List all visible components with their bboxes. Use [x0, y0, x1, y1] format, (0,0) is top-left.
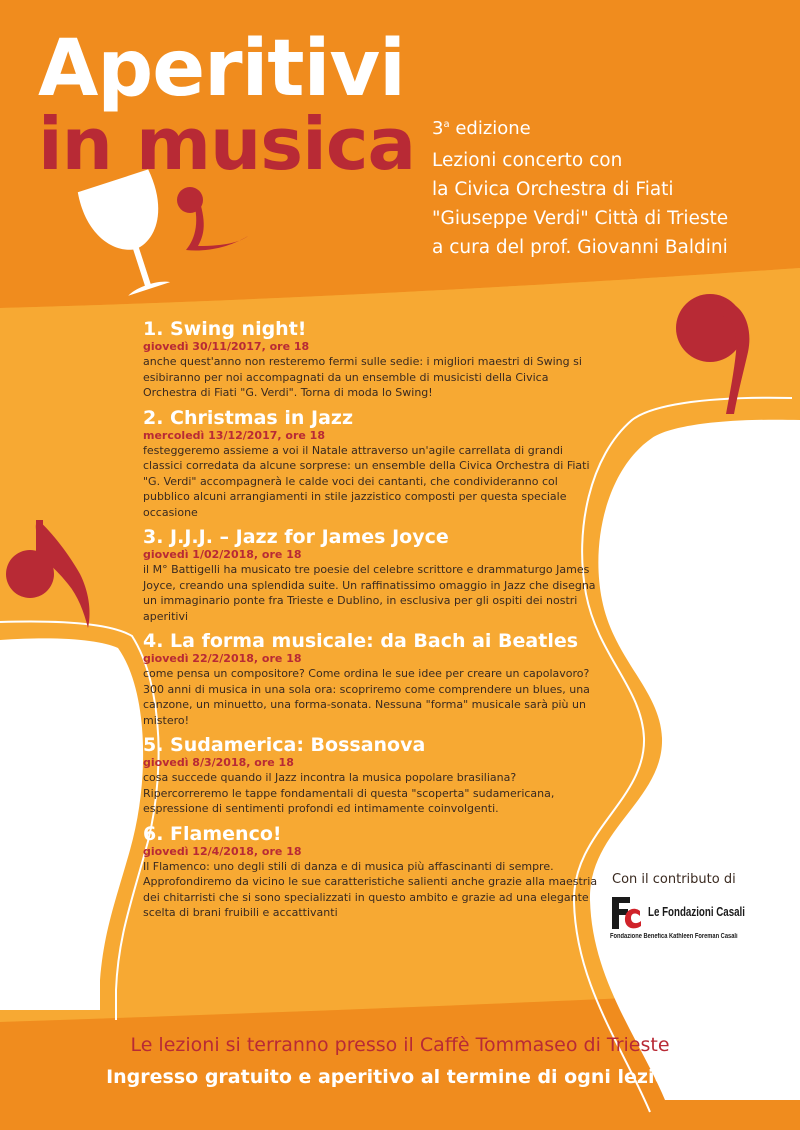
event-item	[143, 526, 605, 624]
sponsor-label: Con il contributo di	[612, 872, 736, 887]
event-date: giovedì 12/4/2018, ore 18	[143, 844, 302, 858]
edition-superscript: a	[443, 119, 450, 130]
event-item	[143, 823, 605, 921]
event-date: giovedì 1/02/2018, ore 18	[143, 548, 302, 561]
subtitle-line: a cura del prof. Giovanni Baldini	[432, 237, 728, 258]
event-title: 1. Swing night!	[143, 318, 307, 340]
fc-logo-icon	[610, 895, 644, 931]
sponsor-logo	[610, 895, 770, 945]
event-date: giovedì 30/11/2017, ore 18	[143, 340, 310, 353]
event-date: giovedì 22/2/2018, ore 18	[143, 652, 302, 665]
event-title: 3. J.J.J. – Jazz for James Joyce	[143, 526, 449, 548]
logo-name: Le Fondazioni Casali	[648, 905, 745, 919]
event-description: cosa succede quando il Jazz incontra la musica popolare brasiliana? Ripercorreremo le tappe fondamentali di questa "scoperta" sudamericana, espressione di sentimenti profondi ed intimamente coinvolgenti.	[143, 771, 555, 815]
subtitle-line: "Giuseppe Verdi" Città di Trieste	[432, 208, 729, 229]
event-title: 2. Christmas in Jazz	[143, 406, 354, 429]
event-title: 4. La forma musicale: da Bach ai Beatles	[143, 630, 579, 652]
edition-number: 3	[432, 118, 444, 139]
edition-word: edizione	[449, 118, 531, 139]
event-description: il M° Battigelli ha musicato tre poesie del celebre scrittore e drammaturgo James Joyce, creando una splendida suite. Un raffinatissimo omaggio in Jazz che disegna un immaginario ponte fra Trieste e Dublino, in esclusiva per gli ospiti dei nostri aperitivi	[143, 563, 596, 623]
title-line-1: Aperitivi	[38, 24, 405, 114]
subtitle	[432, 146, 792, 262]
title-line-2: in musica	[38, 102, 416, 186]
event-title: 5. Sudamerica: Bossanova	[143, 734, 426, 756]
subtitle-line: Lezioni concerto con	[432, 150, 623, 171]
logo-subtitle: Fondazione Benefica Kathleen Foreman Casali	[610, 933, 738, 940]
event-item	[143, 318, 605, 401]
entry-info-line: Ingresso gratuito e aperitivo al termine di ogni lezione	[106, 1066, 694, 1088]
venue-line: Le lezioni si terranno presso il Caffè Tommaseo di Trieste	[130, 1034, 670, 1056]
event-item	[143, 734, 605, 817]
event-date: giovedì 8/3/2018, ore 18	[143, 756, 294, 769]
event-list	[143, 318, 605, 927]
event-item	[143, 407, 605, 521]
event-title: 6. Flamenco!	[143, 822, 282, 845]
event-item	[143, 630, 605, 728]
subtitle-line: la Civica Orchestra di Fiati	[432, 179, 674, 200]
event-date: mercoledì 13/12/2017, ore 18	[143, 428, 325, 442]
event-description: festeggeremo assieme a voi il Natale attraverso un'agile carrellata di grandi classici corredata da alcune sorprese: un ensemble della Civica Orchestra di Fiati "G. Verdi" accompagnerà le calde voci dei cantanti, che condivideranno col pubblico alcuni arrangiamenti in stile jazzistico composti per questa speciale occasione	[143, 443, 590, 519]
edition-label	[432, 118, 531, 139]
event-description: Il Flamenco: uno degli stili di danza e di musica più affascinanti di sempre. Approfondiremo da vicino le sue caratteristiche salienti anche grazie alla maestria dei chitarristi che si sono specializzati in questo ambito e grazie ad una elegante scelta di brani fruibili e accattivanti	[143, 859, 598, 919]
event-description: come pensa un compositore? Come ordina le sue idee per creare un capolavoro? 300 anni di musica in una sola ora: scopriremo come comprendere un blues, una canzone, un minuetto, una forma-sonata. Nessuna "forma" musicale sarà più un mistero!	[143, 667, 590, 727]
event-description: anche quest'anno non resteremo fermi sulle sedie: i migliori maestri di Swing si esibiranno per noi accompagnati da un ensemble di musicisti della Civica Orchestra di Fiati "G. Verdi". Torna di moda lo Swing!	[143, 355, 582, 399]
